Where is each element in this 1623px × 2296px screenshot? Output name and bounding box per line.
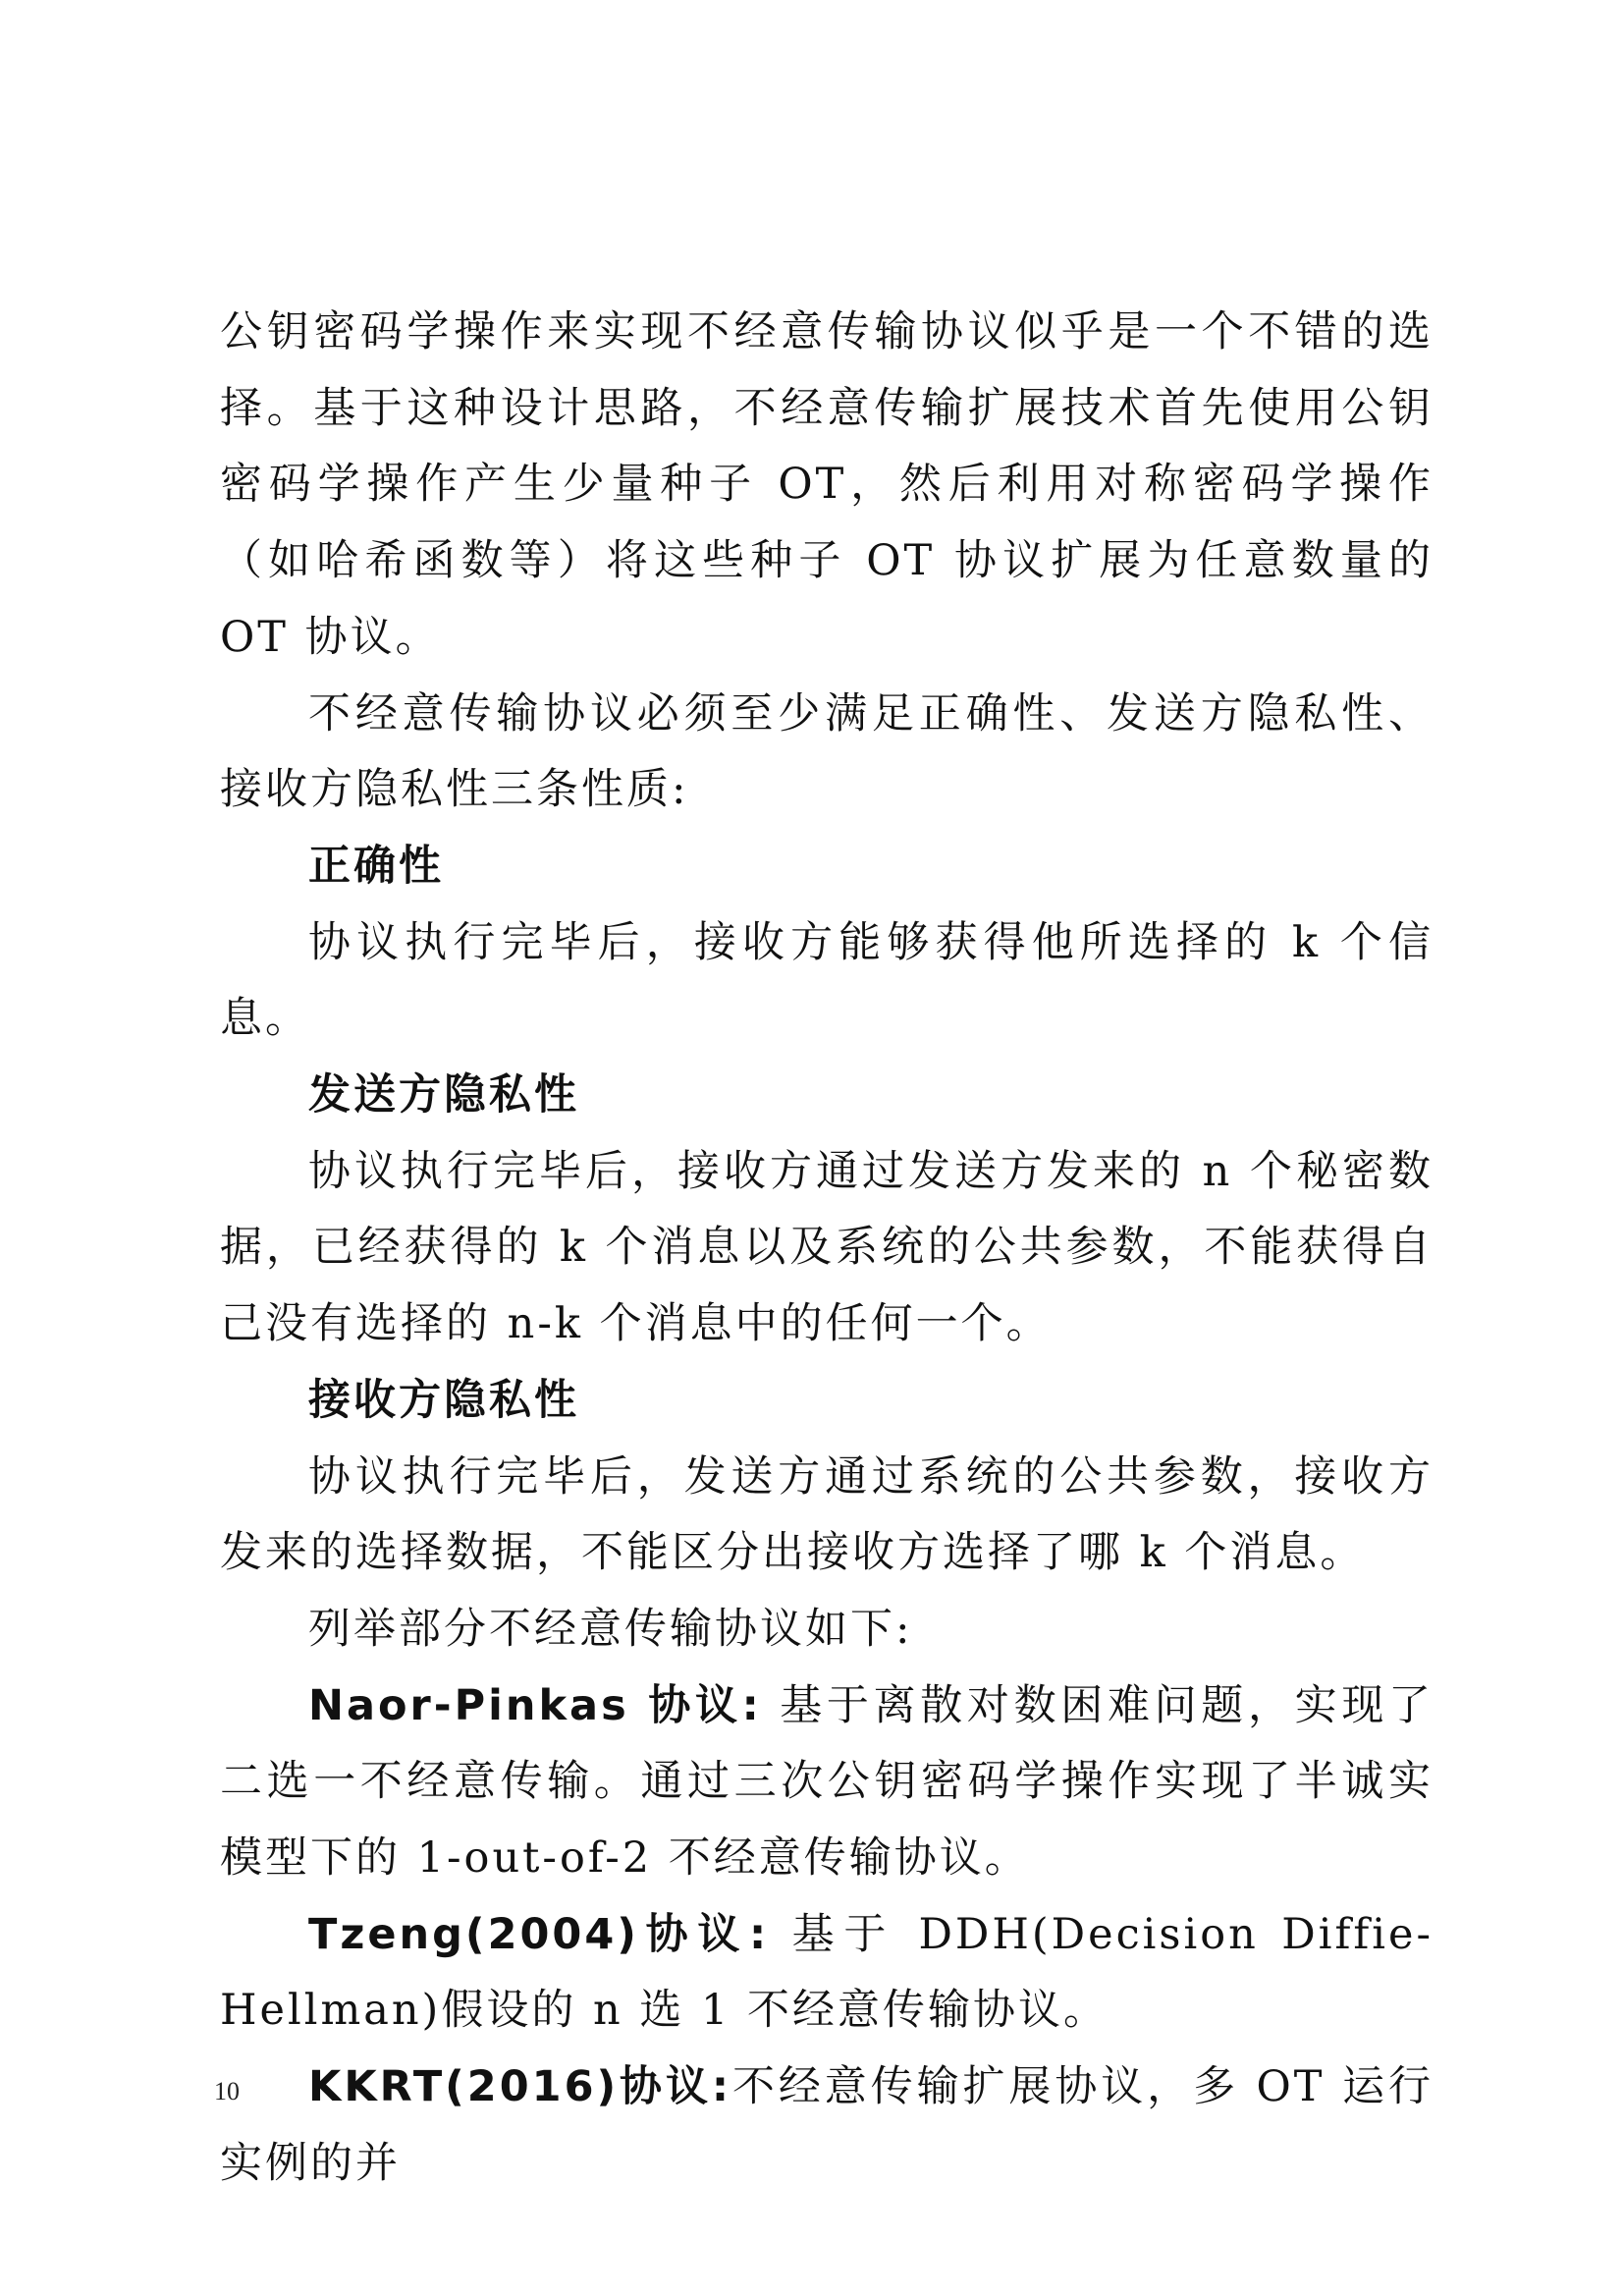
text-kkrt: 不经意传输扩展协议，多 OT 运行实例的并 <box>220 2062 1434 2188</box>
term-kkrt: KKRT(2016)协议: <box>308 2062 732 2112</box>
heading-correctness: 正确性 <box>308 841 444 891</box>
term-tzeng: Tzeng(2004)协议: <box>308 1909 770 1959</box>
heading-sender-privacy: 发送方隐私性 <box>308 1070 579 1121</box>
paragraph-properties-intro: 不经意传输协议必须至少满足正确性、发送方隐私性、接收方隐私性三条性质: <box>220 688 1434 815</box>
paragraph-list-intro: 列举部分不经意传输协议如下: <box>308 1604 913 1654</box>
paragraph-tzeng <box>220 1897 1434 2050</box>
paragraph-correctness: 协议执行完毕后，接收方能够获得他所选择的 k 个信息。 <box>220 917 1434 1044</box>
heading-receiver-privacy: 接收方隐私性 <box>308 1375 579 1425</box>
paragraph-kkrt <box>220 2050 1434 2202</box>
body-text <box>220 295 1434 2203</box>
paragraph-naor-pinkas <box>220 1668 1434 1897</box>
text-tzeng: 基于 DDH(Decision Diffie-Hellman)假设的 n 选 1 不经意传输协议。 <box>220 1909 1434 2036</box>
text-naor-pinkas: 基于离散对数困难问题，实现了二选一不经意传输。通过三次公钥密码学操作实现了半诚实模型下的 1-out-of-2 不经意传输协议。 <box>220 1680 1434 1884</box>
page-number: 10 <box>214 2077 240 2105</box>
term-naor-pinkas: Naor-Pinkas 协议: <box>308 1680 762 1730</box>
paragraph-ot-extension: 公钥密码学操作来实现不经意传输协议似乎是一个不错的选择。基于这种设计思路，不经意传输扩展技术首先使用公钥密码学操作产生少量种子 OT，然后利用对称密码学操作（如哈希函数等）将这些种子 OT 协议扩展为任意数量的 OT 协议。 <box>220 307 1434 662</box>
paragraph-receiver-privacy: 协议执行完毕后，发送方通过系统的公共参数，接收方发来的选择数据，不能区分出接收方选择了哪 k 个消息。 <box>220 1451 1434 1578</box>
paragraph-sender-privacy: 协议执行完毕后，接收方通过发送方发来的 n 个秘密数据，已经获得的 k 个消息以及系统的公共参数，不能获得自己没有选择的 n-k 个消息中的任何一个。 <box>220 1146 1434 1349</box>
